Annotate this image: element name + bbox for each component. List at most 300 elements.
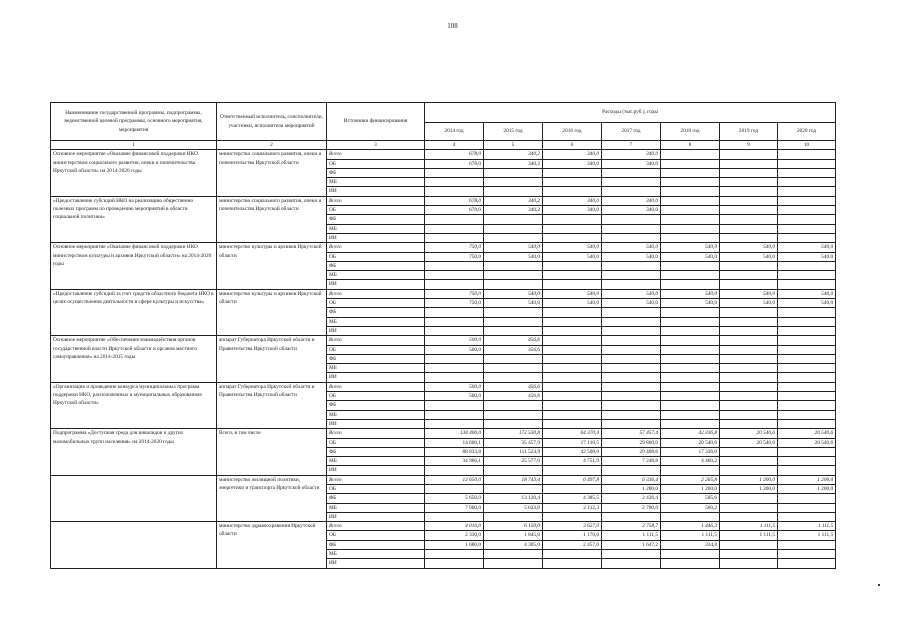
amount-cell: 540,0 bbox=[661, 289, 720, 298]
amount-cell bbox=[484, 401, 543, 410]
amount-cell bbox=[778, 466, 836, 475]
amount-cell: 456,6 bbox=[484, 336, 543, 345]
amount-cell bbox=[602, 392, 661, 401]
table-row bbox=[51, 289, 836, 298]
column-index: 4 bbox=[425, 141, 484, 150]
amount-cell bbox=[425, 280, 484, 289]
amount-cell bbox=[484, 559, 543, 568]
header-year: 2016 год bbox=[543, 123, 602, 141]
header-year: 2017 год bbox=[602, 123, 661, 141]
amount-cell bbox=[543, 215, 602, 224]
amount-cell bbox=[543, 410, 602, 419]
amount-cell bbox=[484, 261, 543, 270]
amount-cell bbox=[543, 178, 602, 187]
amount-cell bbox=[778, 159, 836, 168]
amount-cell: 20 540,6 bbox=[661, 438, 720, 447]
amount-cell: 540,0 bbox=[778, 289, 836, 298]
amount-cell bbox=[720, 419, 778, 428]
amount-cell: 334,8 bbox=[661, 540, 720, 549]
amount-cell bbox=[484, 364, 543, 373]
amount-cell bbox=[778, 308, 836, 317]
amount-cell bbox=[661, 187, 720, 196]
funding-source: МБ bbox=[327, 364, 425, 373]
column-index: 7 bbox=[602, 141, 661, 150]
amount-cell bbox=[720, 392, 778, 401]
amount-cell: 5 623,0 bbox=[484, 503, 543, 512]
amount-cell: 750,0 bbox=[425, 252, 484, 261]
amount-cell bbox=[484, 550, 543, 559]
amount-cell bbox=[484, 215, 543, 224]
amount-cell: 1 200,0 bbox=[778, 475, 836, 484]
amount-cell bbox=[661, 550, 720, 559]
amount-cell bbox=[720, 364, 778, 373]
amount-cell: 42 508,0 bbox=[543, 447, 602, 456]
amount-cell bbox=[602, 336, 661, 345]
amount-cell bbox=[602, 345, 661, 354]
funding-source: ОБ bbox=[327, 206, 425, 215]
amount-cell bbox=[543, 326, 602, 335]
amount-cell bbox=[602, 382, 661, 391]
amount-cell: 340,0 bbox=[602, 196, 661, 205]
funding-source: Всего bbox=[327, 196, 425, 205]
header-year: 2014 год bbox=[425, 123, 484, 141]
financing-table bbox=[50, 102, 836, 569]
amount-cell: 750,0 bbox=[425, 299, 484, 308]
amount-cell bbox=[778, 326, 836, 335]
amount-cell bbox=[778, 224, 836, 233]
amount-cell: 1 200,0 bbox=[661, 484, 720, 493]
amount-cell bbox=[602, 271, 661, 280]
amount-cell bbox=[778, 457, 836, 466]
amount-cell bbox=[778, 261, 836, 270]
amount-cell bbox=[543, 271, 602, 280]
amount-cell bbox=[425, 401, 484, 410]
funding-source: ИИ bbox=[327, 326, 425, 335]
amount-cell bbox=[720, 187, 778, 196]
funding-source: ФБ bbox=[327, 354, 425, 363]
amount-cell bbox=[661, 364, 720, 373]
amount-cell bbox=[661, 559, 720, 568]
amount-cell: 750,0 bbox=[425, 289, 484, 298]
amount-cell bbox=[602, 233, 661, 242]
amount-cell bbox=[543, 512, 602, 521]
funding-source: МБ bbox=[327, 457, 425, 466]
amount-cell bbox=[661, 280, 720, 289]
amount-cell: 540,0 bbox=[484, 289, 543, 298]
amount-cell bbox=[720, 373, 778, 382]
amount-cell: 500,0 bbox=[425, 382, 484, 391]
amount-cell: 540,0 bbox=[661, 243, 720, 252]
funding-source: Всего bbox=[327, 475, 425, 484]
amount-cell: 29 408,6 bbox=[602, 447, 661, 456]
amount-cell bbox=[720, 345, 778, 354]
amount-cell: 6 497,8 bbox=[543, 475, 602, 484]
amount-cell: 540,0 bbox=[543, 299, 602, 308]
amount-cell bbox=[778, 196, 836, 205]
amount-cell bbox=[425, 410, 484, 419]
funding-source: МБ bbox=[327, 317, 425, 326]
amount-cell: 1 200,0 bbox=[778, 484, 836, 493]
program-description bbox=[51, 475, 217, 521]
executor: министерство культуры и архивов Иркутской области bbox=[217, 289, 327, 335]
amount-cell bbox=[778, 178, 836, 187]
table-row bbox=[51, 522, 836, 531]
amount-cell bbox=[661, 512, 720, 521]
column-index: 8 bbox=[661, 141, 720, 150]
amount-cell bbox=[661, 401, 720, 410]
amount-cell bbox=[543, 401, 602, 410]
amount-cell: 4 305,0 bbox=[484, 540, 543, 549]
amount-cell: 1 111,5 bbox=[602, 531, 661, 540]
program-description: «Предоставление субсидий за счет средств областного бюджета НКО в целях осуществления деятельности в сфере культуры и искусства» bbox=[51, 289, 217, 335]
amount-cell: 2 700,0 bbox=[602, 503, 661, 512]
amount-cell bbox=[425, 187, 484, 196]
program-description bbox=[51, 522, 217, 568]
amount-cell bbox=[602, 466, 661, 475]
amount-cell bbox=[602, 354, 661, 363]
amount-cell bbox=[778, 494, 836, 503]
table-row bbox=[51, 336, 836, 345]
column-index: 9 bbox=[720, 141, 778, 150]
amount-cell: 540,0 bbox=[661, 299, 720, 308]
amount-cell: 172 530,8 bbox=[484, 429, 543, 438]
amount-cell bbox=[720, 261, 778, 270]
amount-cell bbox=[602, 559, 661, 568]
header-year: 2020 год bbox=[778, 123, 836, 141]
amount-cell bbox=[602, 261, 661, 270]
amount-cell: 540,0 bbox=[778, 299, 836, 308]
amount-cell: 678,0 bbox=[425, 206, 484, 215]
amount-cell: 340,0 bbox=[543, 150, 602, 159]
amount-cell: 750,0 bbox=[425, 243, 484, 252]
amount-cell: 500,0 bbox=[425, 392, 484, 401]
column-index: 1 bbox=[51, 141, 217, 150]
amount-cell: 1 111,5 bbox=[720, 522, 778, 531]
amount-cell bbox=[602, 364, 661, 373]
amount-cell bbox=[484, 373, 543, 382]
program-description: Подпрограмма «Доступная среда для инвалидов и других маломобильных групп населения» на 2014-2020 годы bbox=[51, 429, 217, 475]
column-index: 10 bbox=[778, 141, 836, 150]
amount-cell bbox=[484, 168, 543, 177]
amount-cell bbox=[425, 550, 484, 559]
amount-cell: 29 800,0 bbox=[602, 438, 661, 447]
funding-source: ФБ bbox=[327, 215, 425, 224]
amount-cell bbox=[661, 233, 720, 242]
program-description: Основное мероприятие «Оказание финансовой поддержки НКО министерством социального развития, опеки и попечительства Иркутской области» на 2014-2020 годы bbox=[51, 150, 217, 196]
funding-source: ФБ bbox=[327, 494, 425, 503]
amount-cell bbox=[484, 187, 543, 196]
amount-cell: 340,0 bbox=[543, 196, 602, 205]
amount-cell: 34 966,1 bbox=[425, 457, 484, 466]
amount-cell: 540,0 bbox=[602, 289, 661, 298]
amount-cell bbox=[720, 466, 778, 475]
amount-cell: 540,0 bbox=[602, 243, 661, 252]
executor: аппарат Губернатора Иркутской области и Правительства Иркутской области bbox=[217, 336, 327, 382]
amount-cell bbox=[661, 317, 720, 326]
funding-source: ОБ bbox=[327, 159, 425, 168]
amount-cell: 1 845,0 bbox=[484, 531, 543, 540]
amount-cell bbox=[661, 392, 720, 401]
amount-cell bbox=[720, 178, 778, 187]
table-row bbox=[51, 243, 836, 252]
funding-source: ОБ bbox=[327, 299, 425, 308]
amount-cell bbox=[602, 280, 661, 289]
amount-cell bbox=[602, 178, 661, 187]
amount-cell bbox=[484, 317, 543, 326]
program-description: Основное мероприятие «Обеспечение взаимодействия органов государственной власти Иркутской области и органов местного самоуправления» на 2014-2015 годы bbox=[51, 336, 217, 382]
amount-cell bbox=[720, 410, 778, 419]
amount-cell bbox=[720, 206, 778, 215]
amount-cell: 1 111,5 bbox=[778, 522, 836, 531]
funding-source: ОБ bbox=[327, 252, 425, 261]
amount-cell: 57 457,4 bbox=[602, 429, 661, 438]
amount-cell bbox=[778, 410, 836, 419]
amount-cell: 4 460,2 bbox=[661, 457, 720, 466]
amount-cell: 6 336,4 bbox=[602, 475, 661, 484]
amount-cell: 1 200,0 bbox=[720, 475, 778, 484]
amount-cell bbox=[484, 178, 543, 187]
amount-cell bbox=[602, 326, 661, 335]
amount-cell bbox=[778, 382, 836, 391]
amount-cell: 678,0 bbox=[425, 159, 484, 168]
amount-cell bbox=[425, 484, 484, 493]
amount-cell bbox=[720, 326, 778, 335]
amount-cell: 540,0 bbox=[778, 243, 836, 252]
amount-cell bbox=[543, 224, 602, 233]
amount-cell: 540,0 bbox=[720, 289, 778, 298]
amount-cell bbox=[602, 317, 661, 326]
amount-cell: 340,0 bbox=[602, 150, 661, 159]
amount-cell bbox=[720, 215, 778, 224]
amount-cell bbox=[602, 215, 661, 224]
amount-cell bbox=[720, 280, 778, 289]
amount-cell: 1 446,3 bbox=[661, 522, 720, 531]
amount-cell bbox=[484, 419, 543, 428]
amount-cell bbox=[602, 308, 661, 317]
amount-cell bbox=[778, 503, 836, 512]
amount-cell bbox=[720, 457, 778, 466]
amount-cell bbox=[778, 373, 836, 382]
amount-cell bbox=[602, 224, 661, 233]
funding-source: ФБ bbox=[327, 447, 425, 456]
amount-cell: 678,0 bbox=[425, 150, 484, 159]
amount-cell bbox=[720, 159, 778, 168]
table-row bbox=[51, 429, 836, 438]
amount-cell bbox=[778, 187, 836, 196]
amount-cell bbox=[602, 410, 661, 419]
amount-cell bbox=[543, 233, 602, 242]
amount-cell: 4 751,9 bbox=[543, 457, 602, 466]
amount-cell bbox=[425, 373, 484, 382]
amount-cell bbox=[543, 354, 602, 363]
amount-cell bbox=[661, 196, 720, 205]
amount-cell bbox=[778, 345, 836, 354]
amount-cell: 2 330,0 bbox=[425, 531, 484, 540]
funding-source: ИИ bbox=[327, 187, 425, 196]
amount-cell: 540,0 bbox=[720, 252, 778, 261]
amount-cell: 540,0 bbox=[602, 299, 661, 308]
amount-cell bbox=[720, 512, 778, 521]
amount-cell bbox=[602, 168, 661, 177]
amount-cell bbox=[543, 336, 602, 345]
funding-source: Всего bbox=[327, 289, 425, 298]
amount-cell: 35 457,9 bbox=[484, 438, 543, 447]
column-index: 5 bbox=[484, 141, 543, 150]
amount-cell: 1 680,0 bbox=[425, 540, 484, 549]
amount-cell: 500,0 bbox=[425, 345, 484, 354]
amount-cell: 17 336,0 bbox=[661, 447, 720, 456]
amount-cell bbox=[661, 178, 720, 187]
amount-cell bbox=[602, 550, 661, 559]
amount-cell bbox=[425, 168, 484, 177]
header-funding-source: Источники финансирования bbox=[327, 103, 425, 141]
amount-cell: 4 010,0 bbox=[425, 522, 484, 531]
funding-source: ОБ bbox=[327, 531, 425, 540]
amount-cell: 540,0 bbox=[543, 289, 602, 298]
amount-cell bbox=[543, 373, 602, 382]
funding-source: Всего bbox=[327, 243, 425, 252]
funding-source: ФБ bbox=[327, 261, 425, 270]
amount-cell bbox=[720, 494, 778, 503]
amount-cell: 1 170,0 bbox=[543, 531, 602, 540]
amount-cell bbox=[661, 466, 720, 475]
funding-source: ФБ bbox=[327, 308, 425, 317]
funding-source: ФБ bbox=[327, 540, 425, 549]
amount-cell bbox=[720, 559, 778, 568]
amount-cell bbox=[778, 168, 836, 177]
column-index: 6 bbox=[543, 141, 602, 150]
table-row bbox=[51, 196, 836, 205]
header-year: 2015 год bbox=[484, 123, 543, 141]
table-row bbox=[51, 150, 836, 159]
funding-source: ФБ bbox=[327, 401, 425, 410]
executor: Всего, в том числе bbox=[217, 429, 327, 475]
amount-cell bbox=[778, 364, 836, 373]
funding-source: Всего bbox=[327, 522, 425, 531]
amount-cell: 340,2 bbox=[484, 206, 543, 215]
amount-cell bbox=[425, 326, 484, 335]
amount-cell: 540,0 bbox=[484, 299, 543, 308]
amount-cell bbox=[720, 317, 778, 326]
amount-cell: 540,0 bbox=[484, 243, 543, 252]
executor: министерство жилищной политики, энергетики и транспорта Иркутской области bbox=[217, 475, 327, 521]
amount-cell bbox=[484, 271, 543, 280]
funding-source: МБ bbox=[327, 178, 425, 187]
executor: министерство социального развития, опеки и попечительства Иркутской области bbox=[217, 150, 327, 196]
amount-cell bbox=[778, 419, 836, 428]
funding-source: МБ bbox=[327, 503, 425, 512]
amount-cell: 340,0 bbox=[602, 206, 661, 215]
amount-cell bbox=[602, 401, 661, 410]
amount-cell: 88 833,8 bbox=[425, 447, 484, 456]
amount-cell bbox=[484, 308, 543, 317]
amount-cell: 2 112,3 bbox=[543, 503, 602, 512]
page-number: 108 bbox=[447, 22, 458, 30]
header-year: 2018 год bbox=[661, 123, 720, 141]
amount-cell bbox=[425, 178, 484, 187]
amount-cell bbox=[778, 559, 836, 568]
amount-cell bbox=[778, 206, 836, 215]
amount-cell: 2 758,7 bbox=[602, 522, 661, 531]
amount-cell bbox=[425, 224, 484, 233]
amount-cell bbox=[720, 224, 778, 233]
amount-cell bbox=[778, 280, 836, 289]
program-description: Основное мероприятие «Оказание финансовой поддержки НКО министерством культуры и архивов Иркутской области» на 2014-2020 годы bbox=[51, 243, 217, 289]
amount-cell bbox=[661, 224, 720, 233]
amount-cell bbox=[484, 354, 543, 363]
amount-cell bbox=[543, 550, 602, 559]
amount-cell: 17 110,5 bbox=[543, 438, 602, 447]
funding-source: ИИ bbox=[327, 373, 425, 382]
amount-cell: 3 627,0 bbox=[543, 522, 602, 531]
amount-cell bbox=[720, 233, 778, 242]
amount-cell bbox=[602, 419, 661, 428]
amount-cell bbox=[720, 401, 778, 410]
amount-cell bbox=[425, 308, 484, 317]
amount-cell bbox=[425, 364, 484, 373]
amount-cell bbox=[661, 261, 720, 270]
scan-speck bbox=[878, 584, 880, 586]
amount-cell bbox=[778, 354, 836, 363]
amount-cell bbox=[484, 233, 543, 242]
amount-cell bbox=[720, 168, 778, 177]
amount-cell bbox=[543, 345, 602, 354]
amount-cell bbox=[661, 410, 720, 419]
column-index: 3 bbox=[327, 141, 425, 150]
amount-cell bbox=[720, 540, 778, 549]
table-row bbox=[51, 382, 836, 391]
amount-cell: 64 370,4 bbox=[543, 429, 602, 438]
funding-source: ОБ bbox=[327, 345, 425, 354]
amount-cell bbox=[543, 187, 602, 196]
amount-cell: 6 150,0 bbox=[484, 522, 543, 531]
amount-cell bbox=[661, 271, 720, 280]
amount-cell: 456,6 bbox=[484, 382, 543, 391]
amount-cell: 5 650,0 bbox=[425, 494, 484, 503]
amount-cell bbox=[543, 419, 602, 428]
executor: министерство культуры и архивов Иркутской области bbox=[217, 243, 327, 289]
amount-cell bbox=[543, 261, 602, 270]
funding-source: ИИ bbox=[327, 280, 425, 289]
amount-cell: 540,0 bbox=[543, 243, 602, 252]
amount-cell bbox=[543, 280, 602, 289]
amount-cell bbox=[661, 159, 720, 168]
funding-source: ИИ bbox=[327, 559, 425, 568]
amount-cell: 1 111,5 bbox=[720, 531, 778, 540]
amount-cell: 340,2 bbox=[484, 159, 543, 168]
amount-cell bbox=[425, 233, 484, 242]
amount-cell bbox=[425, 466, 484, 475]
amount-cell bbox=[661, 373, 720, 382]
amount-cell bbox=[484, 326, 543, 335]
header-expenses: Расходы (тыс.руб.), годы bbox=[425, 103, 836, 123]
amount-cell bbox=[661, 419, 720, 428]
amount-cell: 340,0 bbox=[602, 159, 661, 168]
funding-source: ИИ bbox=[327, 233, 425, 242]
amount-cell bbox=[778, 233, 836, 242]
amount-cell: 1 647,2 bbox=[602, 540, 661, 549]
funding-source: МБ bbox=[327, 550, 425, 559]
amount-cell: 138 400,0 bbox=[425, 429, 484, 438]
amount-cell: 25 577,0 bbox=[484, 457, 543, 466]
amount-cell bbox=[661, 206, 720, 215]
amount-cell: 2 265,8 bbox=[661, 475, 720, 484]
amount-cell bbox=[778, 215, 836, 224]
funding-source: МБ bbox=[327, 271, 425, 280]
executor: аппарат Губернатора Иркутской области и Правительства Иркутской области bbox=[217, 382, 327, 428]
executor: министерство здравоохранения Иркутской области bbox=[217, 522, 327, 568]
amount-cell: 1 200,0 bbox=[720, 484, 778, 493]
